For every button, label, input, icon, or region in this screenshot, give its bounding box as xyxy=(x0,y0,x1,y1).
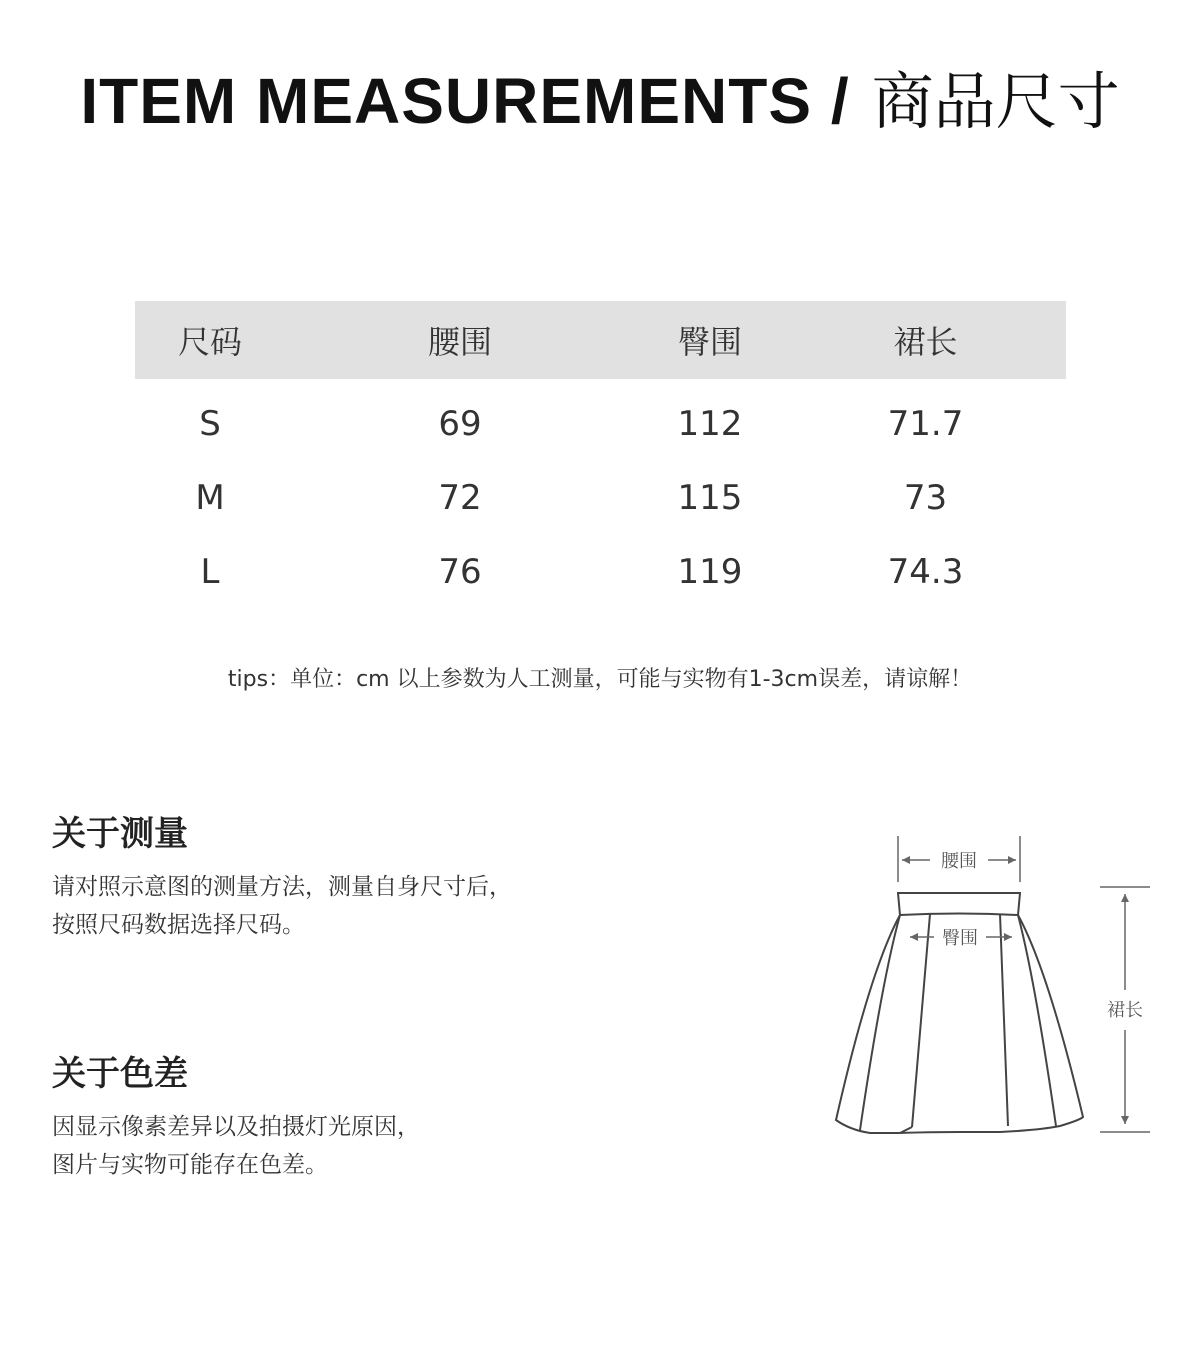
title-english: ITEM MEASUREMENTS / xyxy=(80,65,850,137)
header-hip: 臀围 xyxy=(635,301,785,379)
title-chinese: 商品尺寸 xyxy=(871,65,1120,138)
header-length: 裙长 xyxy=(785,301,1066,379)
cell-hip: 112 xyxy=(677,404,743,444)
skirt-diagram xyxy=(830,830,1160,1150)
arrow-right-icon xyxy=(1004,933,1012,941)
tips-note: tips：单位：cm 以上参数为人工测量，可能与实物有1-3cm误差，请谅解！ xyxy=(227,667,973,692)
cell-length: 74.3 xyxy=(887,552,964,592)
cell-waist: 69 xyxy=(438,404,482,444)
cell-length: 73 xyxy=(903,478,948,518)
page-title xyxy=(0,52,1200,141)
measure-text-line: 按照尺码数据选择尺码。 xyxy=(52,912,305,938)
cell-size: S xyxy=(199,404,221,444)
table-row xyxy=(135,535,1066,609)
table-row xyxy=(135,461,1066,535)
arrow-right-icon xyxy=(1008,856,1016,864)
color-section-text xyxy=(52,1108,672,1184)
color-section-title: 关于色差 xyxy=(52,1054,188,1094)
color-text-line: 图片与实物可能存在色差。 xyxy=(52,1152,328,1178)
header-waist: 腰围 xyxy=(285,301,635,379)
waist-label: 腰围 xyxy=(941,851,977,872)
hip-label: 臀围 xyxy=(942,928,978,949)
cell-hip: 119 xyxy=(677,552,743,592)
cell-size: L xyxy=(200,552,220,592)
cell-waist: 72 xyxy=(438,478,482,518)
arrow-left-icon xyxy=(902,856,910,864)
cell-length: 71.7 xyxy=(887,404,964,444)
header-size: 尺码 xyxy=(135,301,285,379)
color-text-line: 因显示像素差异以及拍摄灯光原因， xyxy=(52,1114,420,1140)
cell-waist: 76 xyxy=(438,552,482,592)
length-label: 裙长 xyxy=(1107,1000,1143,1021)
arrow-down-icon xyxy=(1121,1116,1129,1124)
arrow-left-icon xyxy=(910,933,918,941)
measure-text-line: 请对照示意图的测量方法，测量自身尺寸后， xyxy=(52,874,512,900)
size-table xyxy=(135,301,1066,609)
measure-section-text xyxy=(52,868,672,944)
table-row xyxy=(135,379,1066,461)
arrow-up-icon xyxy=(1121,894,1129,902)
table-header-row xyxy=(135,301,1066,379)
measure-section-title: 关于测量 xyxy=(52,814,188,854)
cell-size: M xyxy=(195,478,225,518)
cell-hip: 115 xyxy=(677,478,743,518)
